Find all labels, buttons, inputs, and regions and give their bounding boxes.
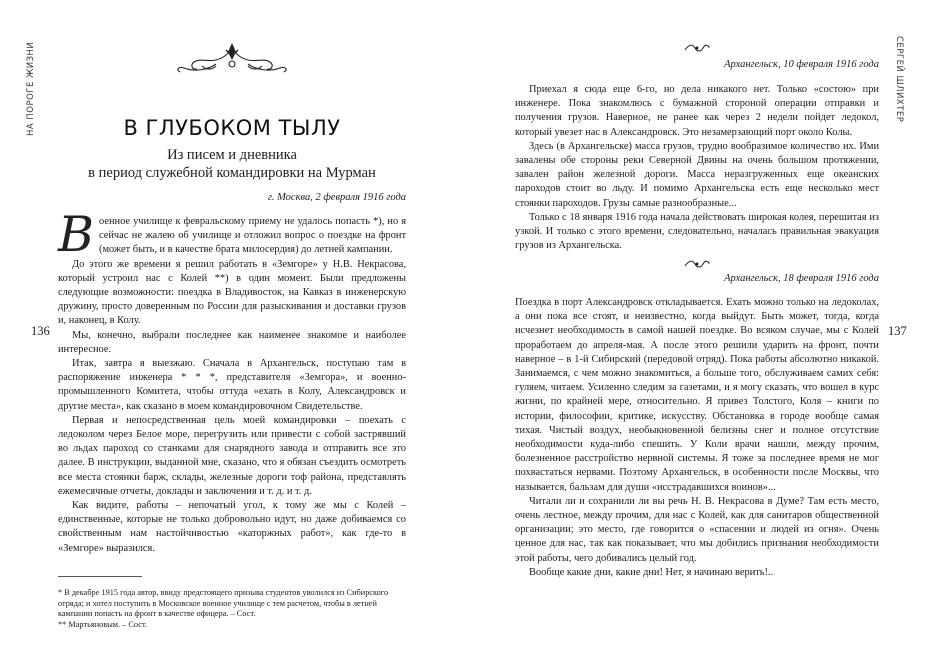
page-number-right: 137 [888, 324, 907, 338]
paragraph: До этого же времени я решил работать в «Земгоре» у Н.В. Некрасова, который устроил нас с Колей **) в один момент. Были предложены следующие возможности: поездка в Владивосток, на Кавказ в инженерскую дружину, просто доверенным по России для разыскивания и доставки грузов и, наконец, в Колу. [58, 258, 406, 327]
paragraph: Первая и непосредственная цель моей командировки – поехать с ледоколом через Белое море, перегрузить или привести с собой застрявший во льдах пароход со станками для снарядного завода и отправить все это далее. В инструкции, выданной мне, сказано, что я обязан съездить осмотреть все места стоянки барж, склады, железные дороги тоф района, представлять ежемесячные отчеты, доклады и заключения и т. д. и т. д. [58, 414, 406, 497]
chapter-title: В ГЛУБОКОМ ТЫЛУ [123, 116, 341, 140]
subtitle-line-2: в период служебной командировки на Мурман [88, 165, 376, 181]
running-head-right: СЕРГЕЙ ШЛИХТЕР [894, 36, 904, 123]
footnotes [58, 588, 406, 630]
paragraph: Итак, завтра я выезжаю. Сначала в Архангельск, поступаю там в распоряжение инженера * * *, представителя «Земгора», и военно-промышленного Комитета, чтобы оттуда «ехать в Колу, Александровск и другие места», как сказано в моем командировочном Свидетельстве. [58, 358, 406, 412]
dateline-arkhangelsk-18: Архангельск, 18 февраля 1916 года [724, 273, 879, 284]
paragraph: Читали ли и сохранили ли вы речь Н. В. Некрасова в Думе? Там есть место, очень лестное, между прочим, для нас с Колей, как для санитаров общественной организации; это место, где говорится о «спасении и людей из огня». Очень ценное для нас, так как показывает, что мы добились признания необходимости этой работы, чего добивались целый год. [515, 495, 879, 564]
ornament-flourish [172, 40, 292, 80]
right-page-body-2 [515, 296, 879, 580]
paragraph: Военное училище к февральскому приему не удалось попасть *), но я сейчас не жалею об училище и отложил вопрос о поездке на фронт (может быть, и в качестве брата милосердия) до летней кампании. [58, 206, 406, 263]
paragraph: Как видите, работы – непочатый угол, к тому же мы с Колей – единственные, которые не только добровольно идут, но даже добиваемся со свойственным нам настойчивостью «каторжных работ», как где-то в «Земгоре» выразился. [58, 500, 406, 554]
paragraph: Только с 18 января 1916 года начала действовать широкая колея, перешитая из узкой. И только с этого времени, следовательно, началась правильная эвакуация грузов из Архангельска. [515, 211, 879, 252]
paragraph: Вообще какие дни, какие дни! Нет, я начинаю верить!.. [529, 566, 774, 578]
footnote-rule [58, 576, 142, 577]
dateline-arkhangelsk-10: Архангельск, 10 февраля 1916 года [724, 59, 879, 70]
paragraph: Мы, конечно, выбрали последнее как наименее знакомое и наиболее интересное. [58, 329, 406, 355]
page-number-left: 136 [31, 324, 50, 338]
chapter-subtitle [58, 146, 406, 182]
running-head-left: НА ПОРОГЕ ЖИЗНИ [26, 41, 36, 136]
dateline-moscow: г. Москва, 2 февраля 1916 года [267, 192, 406, 203]
paragraph: Здесь (в Архангельске) масса грузов, трудно вообразимое количество их. Ими завалены обе стороны реки Северной Двины на очень большом протяжении, завален район железной дороги. Масса неразгруженных еще океанских пароходов стоит во льду. И помимо Архангельска есть еще несколько мест стоянки пароходов. Грузы самые разнообразные... [515, 140, 879, 209]
drop-cap: В [58, 206, 95, 263]
small-ornament-icon [683, 258, 711, 270]
paragraph: Приехал я сюда еще 6-го, но дела никакого нет. Только «состою» при инженере. Пока знакомлюсь с бумажной стороной операции отправки и получения грузов. Наверное, не ранее как через 2 недели пойдет ледокол, который увезет нас в Александровск. Это незамерзающий порт около Колы. [515, 84, 879, 138]
right-page-body-1 [515, 83, 879, 253]
footnote: * В декабре 1915 года автор, ввиду предстоящего призыва студентов уволился из Сибирского отряда; и хотел поступить в Московское военное училище с тем расчетом, чтобы в летней кампании попасть на фронт в качестве офицера. – Сост. [58, 588, 389, 618]
left-page-body [58, 206, 406, 556]
footnote: ** Мартьяновым. – Сост. [58, 619, 148, 629]
subtitle-line-1: Из писем и дневника [167, 147, 297, 163]
small-ornament-icon [683, 42, 711, 54]
paragraph: Поездка в порт Александровск откладывается. Ехать можно только на ледоколах, а они пока все стоят, и неизвестно, когда выйдут. Быть может, тогда, когда исчезнет необходимость в самой нашей поездке. Во всяком случае, мы с Колей проработаем до апреля-мая. А после этого решили ударить на фронт, почти наверное – в 1-й Сибирский (передовой отряд). Пока работы абсолютно никакой. Занимаемся, с чем можно знакомиться, а больше того, обслуживаем самих себя: гуляем, читаем. Усиленно следим за газетами, и я могу сказать, что вошел в курс жизни, по крайней мере, относительно. Я привез Толстого, Коля – книги по истории, философии, критике, искусству. Обстановка в городе вообще самая тихая. Чистый воздух, необыкновенной белизны снег и полное отсутствие необходимости куда-либо спешить. У Коли врачи нашли, между прочим, болезненное расстройство нервной системы. Я тоже за последнее время не мог похвастаться нервами. Поэтому Архангельск, в особенности после Москвы, что называется, бальзам для души «исстрадавшихся воинов»... [515, 297, 879, 493]
